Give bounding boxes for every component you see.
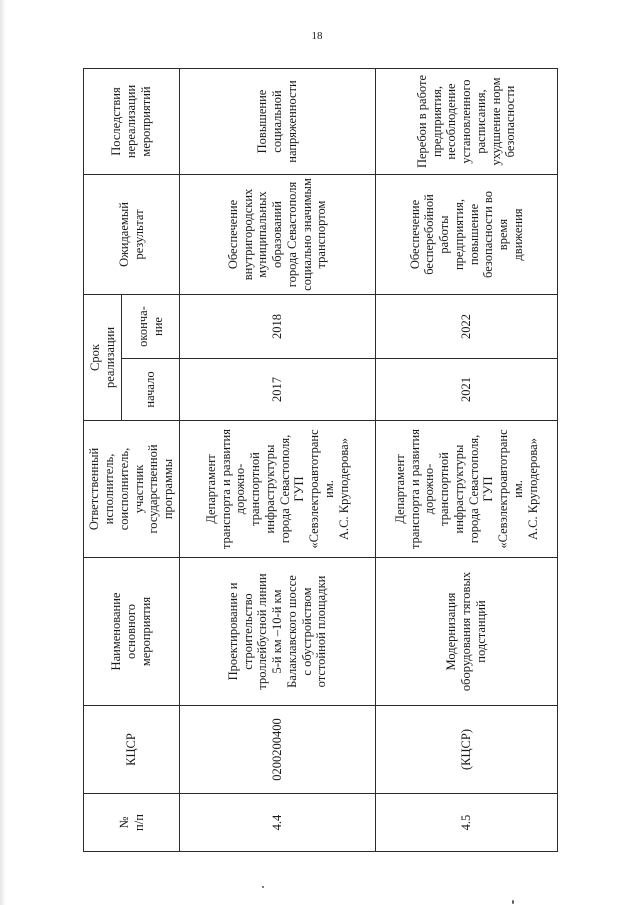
table-row xyxy=(180,69,376,852)
scan-speck xyxy=(262,886,264,888)
row-number: 4.5 xyxy=(376,794,558,852)
scan-edge-shadow xyxy=(0,0,6,905)
page-number: 18 xyxy=(311,30,323,42)
table-header-row xyxy=(84,69,122,852)
row-number: 4.4 xyxy=(180,794,376,852)
row-kcsr: 0200200400 xyxy=(180,706,376,794)
header-period: Срок реализации xyxy=(84,295,122,421)
rotated-table-container xyxy=(83,69,557,852)
row-expected-result: Обеспечение внутригородских муниципальных образований города Севастополя социально значимым транспортом xyxy=(180,175,376,295)
header-expected-result: Ожидаемый результат xyxy=(84,175,180,295)
program-events-table xyxy=(83,68,558,852)
row-main-event: Модернизация оборудования тяговых подстанций xyxy=(376,558,558,706)
row-main-event: Проектирование и строительство троллейбусной линии 5-й км –10-й км Балаклавского шоссе с обустройством отстойной площадки xyxy=(180,558,376,706)
header-responsible: Ответственный исполнитель, соисполнитель, участник государственной программы xyxy=(84,421,180,558)
row-expected-result: Обеспечение бесперебойной работы предприятия, повышение безопасности во время движения xyxy=(376,175,558,295)
row-responsible: Департамент транспорта и развития дорожно- транспортной инфраструктуры города Севастополя, ГУП «Севэлектроавтотранс им. А.С. Круподерова» xyxy=(376,421,558,558)
row-start: 2021 xyxy=(376,359,558,421)
header-consequences: Последствия нереализации мероприятий xyxy=(84,69,180,175)
table-row xyxy=(376,69,558,852)
row-consequences: Повышение социальной напряженности xyxy=(180,69,376,175)
header-period-start: начало xyxy=(122,359,180,421)
row-responsible: Департамент транспорта и развития дорожно- транспортной инфраструктуры города Севастополя, ГУП «Севэлектроавтотранс им. А.С. Круподерова» xyxy=(180,421,376,558)
header-main-event: Наименование основного мероприятия xyxy=(84,558,180,706)
scan-speck xyxy=(512,900,514,904)
header-period-end: оконча- ние xyxy=(122,295,180,359)
row-start: 2017 xyxy=(180,359,376,421)
row-kcsr: (КЦСР) xyxy=(376,706,558,794)
header-kcsr: КЦСР xyxy=(84,706,180,794)
row-end: 2018 xyxy=(180,295,376,359)
row-end: 2022 xyxy=(376,295,558,359)
row-consequences: Перебои в работе предприятия, несоблюдение установленного расписания, ухудшение норм безопасности xyxy=(376,69,558,175)
header-number: № п/п xyxy=(84,794,180,852)
